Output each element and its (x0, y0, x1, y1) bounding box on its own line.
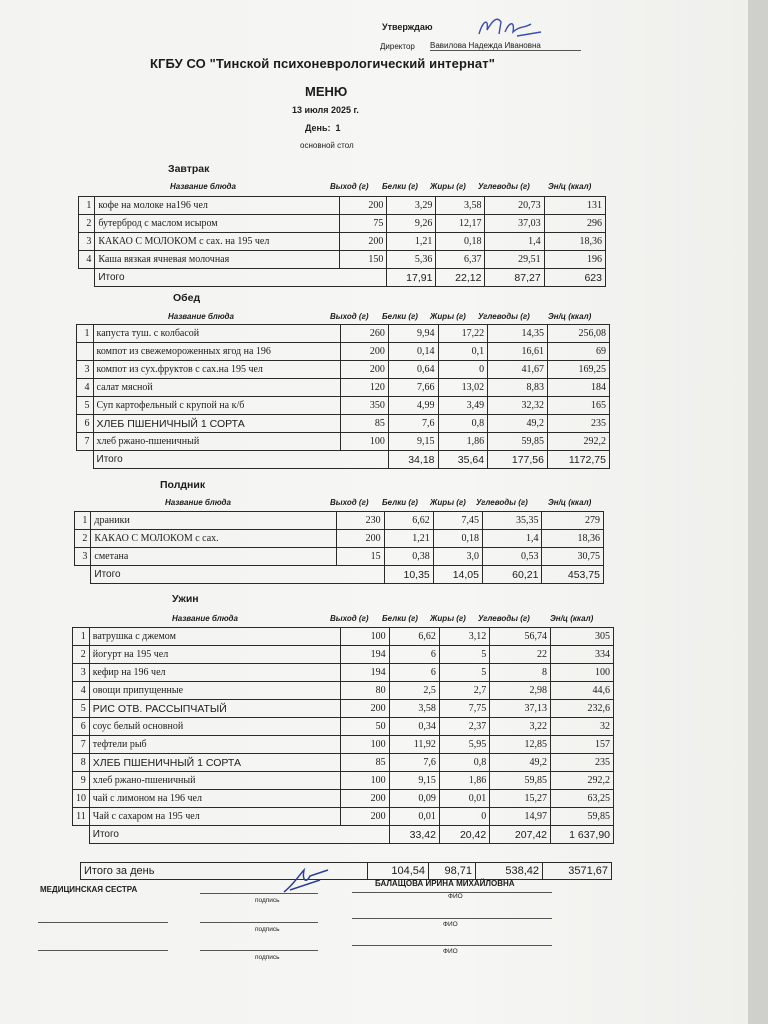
dish-energy: 30,75 (542, 548, 604, 566)
dish-fat: 0,18 (436, 233, 485, 251)
dish-energy: 69 (547, 343, 609, 361)
role-line-3 (38, 950, 168, 951)
dish-energy: 169,25 (547, 361, 609, 379)
dish-yield: 350 (341, 397, 389, 415)
dish-name: ватрушка с джемом (89, 628, 341, 646)
signature-line-1 (200, 893, 318, 894)
name-caption-2: ФИО (443, 921, 458, 928)
header-energy: Эн/ц (ккал) (550, 614, 594, 623)
total-fat: 14,05 (433, 566, 482, 584)
dish-name: кефир на 196 чел (89, 664, 341, 682)
dish-carbs: 8 (490, 664, 551, 682)
dish-protein: 0,09 (389, 790, 439, 808)
dish-protein: 9,26 (387, 215, 436, 233)
header-fat: Жиры (г) (430, 182, 466, 191)
name-caption-3: ФИО (443, 948, 458, 955)
total-row (73, 826, 614, 844)
dish-yield: 194 (341, 664, 389, 682)
dish-protein: 4,99 (388, 397, 438, 415)
row-number (77, 343, 94, 361)
section-title-snack: Полдник (160, 479, 206, 491)
dish-carbs: 14,97 (490, 808, 551, 826)
dish-carbs: 37,13 (490, 700, 551, 718)
header-energy: Эн/ц (ккал) (548, 182, 592, 191)
total-energy: 1 637,90 (551, 826, 614, 844)
table-row (73, 772, 614, 790)
row-number: 1 (77, 325, 94, 343)
dish-yield: 80 (341, 682, 389, 700)
dish-yield: 200 (341, 790, 389, 808)
header-energy: Эн/ц (ккал) (548, 498, 592, 507)
table-row (77, 415, 610, 433)
header-yield: Выход (г) (330, 498, 369, 507)
total-protein: 17,91 (387, 269, 436, 287)
dish-fat: 0,01 (439, 790, 489, 808)
row-number: 2 (73, 646, 90, 664)
dish-protein: 0,01 (389, 808, 439, 826)
dish-name: РИС ОТВ. РАССЫПЧАТЫЙ (89, 700, 341, 718)
total-label: Итого (89, 826, 389, 844)
dish-protein: 0,64 (388, 361, 438, 379)
row-number: 6 (77, 415, 94, 433)
header-carbs: Углеводы (г) (476, 498, 528, 507)
dish-protein: 9,94 (388, 325, 438, 343)
signature-caption-1: подпись (255, 897, 280, 904)
dish-yield: 150 (340, 251, 387, 269)
header-energy: Эн/ц (ккал) (548, 312, 592, 321)
dish-energy: 235 (551, 754, 614, 772)
nurse-signature-icon (280, 866, 330, 896)
dish-name: йогурт на 195 чел (89, 646, 341, 664)
dish-fat: 7,45 (433, 512, 482, 530)
dish-yield: 100 (341, 772, 389, 790)
table-row (79, 251, 606, 269)
dish-yield: 200 (341, 700, 389, 718)
nurse-label: МЕДИЦИНСКАЯ СЕСТРА (40, 885, 138, 894)
total-fat: 20,42 (439, 826, 489, 844)
table-row (77, 433, 610, 451)
table-row (77, 343, 610, 361)
header-protein: Белки (г) (382, 614, 418, 623)
dish-protein: 5,36 (387, 251, 436, 269)
row-number: 3 (73, 664, 90, 682)
row-number: 10 (73, 790, 90, 808)
dish-energy: 196 (544, 251, 605, 269)
total-protein: 33,42 (389, 826, 439, 844)
header-fat: Жиры (г) (430, 498, 466, 507)
total-label: Итого (93, 451, 388, 469)
dish-name: салат мясной (93, 379, 341, 397)
table-row (75, 548, 604, 566)
total-energy: 1172,75 (547, 451, 609, 469)
day-total-energy: 3571,67 (543, 863, 612, 880)
approval-label: Утверждаю (382, 22, 433, 32)
name-caption-1: ФИО (448, 893, 463, 900)
dish-fat: 0,1 (438, 343, 488, 361)
page-title: МЕНЮ (305, 84, 348, 99)
table-row (73, 646, 614, 664)
total-label: Итого (91, 566, 384, 584)
table-row (73, 628, 614, 646)
dish-carbs: 20,73 (485, 197, 544, 215)
total-carbs: 87,27 (485, 269, 544, 287)
breakfast-table (78, 196, 606, 287)
header-name: Название блюда (170, 182, 236, 191)
table-row (73, 700, 614, 718)
dish-energy: 334 (551, 646, 614, 664)
header-carbs: Углеводы (г) (478, 312, 530, 321)
signature-line-3 (200, 950, 318, 951)
day-total-carbs: 538,42 (476, 863, 543, 880)
dish-name: Чай с сахаром на 195 чел (89, 808, 341, 826)
dish-protein: 2,5 (389, 682, 439, 700)
dish-energy: 305 (551, 628, 614, 646)
dish-fat: 5 (439, 646, 489, 664)
row-number: 1 (75, 512, 91, 530)
dish-name: Суп картофельный с крупой на к/б (93, 397, 341, 415)
dish-protein: 3,58 (389, 700, 439, 718)
dish-protein: 6 (389, 646, 439, 664)
table-row (77, 361, 610, 379)
dish-carbs: 59,85 (488, 433, 548, 451)
dish-protein: 7,6 (388, 415, 438, 433)
row-number: 5 (77, 397, 94, 415)
header-protein: Белки (г) (382, 498, 418, 507)
row-number: 4 (77, 379, 94, 397)
name-line-3 (352, 945, 552, 946)
dish-name: чай с лимоном на 196 чел (89, 790, 341, 808)
dish-yield: 100 (341, 736, 389, 754)
table-row (73, 808, 614, 826)
dish-fat: 7,75 (439, 700, 489, 718)
dish-protein: 0,34 (389, 718, 439, 736)
director-label: Директор (380, 42, 415, 51)
header-fat: Жиры (г) (430, 614, 466, 623)
dish-carbs: 16,61 (488, 343, 548, 361)
section-title-dinner: Ужин (172, 593, 199, 605)
dish-carbs: 59,85 (490, 772, 551, 790)
dish-fat: 1,86 (438, 433, 488, 451)
dish-energy: 32 (551, 718, 614, 736)
dish-carbs: 2,98 (490, 682, 551, 700)
header-yield: Выход (г) (330, 182, 369, 191)
table-row (73, 718, 614, 736)
dish-carbs: 1,4 (485, 233, 544, 251)
header-fat: Жиры (г) (430, 312, 466, 321)
dish-energy: 157 (551, 736, 614, 754)
dish-fat: 0,18 (433, 530, 482, 548)
dish-fat: 0,8 (439, 754, 489, 772)
dish-carbs: 41,67 (488, 361, 548, 379)
total-row (75, 566, 604, 584)
dish-carbs: 3,22 (490, 718, 551, 736)
dish-fat: 3,12 (439, 628, 489, 646)
dish-name: овощи припущенные (89, 682, 341, 700)
header-name: Название блюда (165, 498, 231, 507)
section-title-breakfast: Завтрак (168, 163, 210, 175)
dish-name: ХЛЕБ ПШЕНИЧНЫЙ 1 СОРТА (93, 415, 341, 433)
table-row (73, 664, 614, 682)
director-signature-icon (475, 10, 545, 46)
snack-table (74, 511, 604, 584)
header-protein: Белки (г) (382, 312, 418, 321)
header-name: Название блюда (172, 614, 238, 623)
dish-energy: 165 (547, 397, 609, 415)
day-value: 1 (335, 123, 341, 133)
dish-name: хлеб ржано-пшеничный (93, 433, 341, 451)
dish-protein: 6,62 (384, 512, 433, 530)
dish-protein: 7,66 (388, 379, 438, 397)
dish-energy: 100 (551, 664, 614, 682)
dish-energy: 63,25 (551, 790, 614, 808)
dish-name: Каша вязкая ячневая молочная (95, 251, 340, 269)
total-protein: 34,18 (388, 451, 438, 469)
row-number: 3 (79, 233, 95, 251)
dish-energy: 279 (542, 512, 604, 530)
dish-protein: 1,21 (387, 233, 436, 251)
dish-yield: 230 (337, 512, 384, 530)
dish-name: КАКАО С МОЛОКОМ с сах. (91, 530, 337, 548)
row-number: 2 (79, 215, 95, 233)
header-yield: Выход (г) (330, 614, 369, 623)
dish-fat: 6,37 (436, 251, 485, 269)
header-name: Название блюда (168, 312, 234, 321)
dish-name: КАКАО С МОЛОКОМ с сах. на 195 чел (95, 233, 340, 251)
dish-energy: 292,2 (551, 772, 614, 790)
dish-protein: 9,15 (389, 772, 439, 790)
dish-energy: 235 (547, 415, 609, 433)
total-label: Итого (95, 269, 387, 287)
dish-yield: 15 (337, 548, 384, 566)
dish-yield: 100 (341, 628, 389, 646)
signature-caption-2: подпись (255, 926, 280, 933)
dish-yield: 200 (341, 808, 389, 826)
dish-protein: 7,6 (389, 754, 439, 772)
dish-energy: 256,08 (547, 325, 609, 343)
dish-yield: 200 (341, 361, 389, 379)
dish-protein: 3,29 (387, 197, 436, 215)
dish-name: хлеб ржано-пшеничный (89, 772, 341, 790)
dish-energy: 18,36 (544, 233, 605, 251)
total-fat: 22,12 (436, 269, 485, 287)
table-row (75, 530, 604, 548)
dish-protein: 1,21 (384, 530, 433, 548)
table-row (77, 379, 610, 397)
table-row (73, 682, 614, 700)
row-number: 8 (73, 754, 90, 772)
table-row (79, 215, 606, 233)
dish-protein: 11,92 (389, 736, 439, 754)
dish-fat: 0,8 (438, 415, 488, 433)
row-number: 4 (79, 251, 95, 269)
dish-yield: 85 (341, 754, 389, 772)
table-row (73, 754, 614, 772)
dish-fat: 0 (438, 361, 488, 379)
dish-name: компот из сух.фруктов с сах.на 195 чел (93, 361, 341, 379)
row-number: 1 (79, 197, 95, 215)
total-fat: 35,64 (438, 451, 488, 469)
day-total-label: Итого за день (81, 863, 368, 880)
dish-name: соус белый основной (89, 718, 341, 736)
dish-fat: 2,37 (439, 718, 489, 736)
dish-yield: 75 (340, 215, 387, 233)
dish-carbs: 49,2 (490, 754, 551, 772)
table-row (79, 233, 606, 251)
dish-energy: 296 (544, 215, 605, 233)
signature-line-2 (200, 922, 318, 923)
dish-name: драники (91, 512, 337, 530)
header-yield: Выход (г) (330, 312, 369, 321)
total-protein: 10,35 (384, 566, 433, 584)
dish-carbs: 15,27 (490, 790, 551, 808)
day-total-protein: 104,54 (368, 863, 429, 880)
total-spacer (77, 451, 94, 469)
dish-yield: 260 (341, 325, 389, 343)
total-row (77, 451, 610, 469)
row-number: 5 (73, 700, 90, 718)
day-total-fat: 98,71 (429, 863, 476, 880)
row-number: 3 (75, 548, 91, 566)
row-number: 6 (73, 718, 90, 736)
total-energy: 623 (544, 269, 605, 287)
dish-protein: 9,15 (388, 433, 438, 451)
total-carbs: 177,56 (488, 451, 548, 469)
row-number: 7 (77, 433, 94, 451)
table-row (77, 325, 610, 343)
dish-fat: 5 (439, 664, 489, 682)
dish-yield: 200 (340, 197, 387, 215)
dish-energy: 184 (547, 379, 609, 397)
dish-energy: 131 (544, 197, 605, 215)
name-line-2 (352, 918, 552, 919)
dish-carbs: 12,85 (490, 736, 551, 754)
row-number: 9 (73, 772, 90, 790)
dish-carbs: 1,4 (482, 530, 541, 548)
role-line-2 (38, 922, 168, 923)
row-number: 3 (77, 361, 94, 379)
dish-name: компот из свежемороженных ягод на 196 (93, 343, 341, 361)
dish-fat: 0 (439, 808, 489, 826)
nurse-name: БАЛАЩОВА ИРИНА МИХАЙЛОВНА (375, 879, 515, 888)
dish-fat: 17,22 (438, 325, 488, 343)
dish-yield: 120 (341, 379, 389, 397)
dish-yield: 200 (341, 343, 389, 361)
dish-energy: 59,85 (551, 808, 614, 826)
dish-yield: 200 (340, 233, 387, 251)
row-number: 2 (75, 530, 91, 548)
row-number: 1 (73, 628, 90, 646)
dish-yield: 50 (341, 718, 389, 736)
dish-carbs: 29,51 (485, 251, 544, 269)
dish-energy: 44,6 (551, 682, 614, 700)
dish-carbs: 8,83 (488, 379, 548, 397)
day-number (305, 123, 341, 133)
header-carbs: Углеводы (г) (478, 182, 530, 191)
dish-name: тефтели рыб (89, 736, 341, 754)
dish-fat: 3,58 (436, 197, 485, 215)
total-energy: 453,75 (542, 566, 604, 584)
dish-protein: 0,38 (384, 548, 433, 566)
table-row (77, 397, 610, 415)
dish-energy: 232,6 (551, 700, 614, 718)
dish-fat: 13,02 (438, 379, 488, 397)
dish-carbs: 32,32 (488, 397, 548, 415)
table-row (73, 790, 614, 808)
dish-yield: 100 (341, 433, 389, 451)
dish-carbs: 37,03 (485, 215, 544, 233)
table-row (73, 736, 614, 754)
header-carbs: Углеводы (г) (478, 614, 530, 623)
dish-energy: 18,36 (542, 530, 604, 548)
dish-protein: 6 (389, 664, 439, 682)
section-title-lunch: Обед (173, 292, 201, 304)
dish-carbs: 14,35 (488, 325, 548, 343)
dish-protein: 6,62 (389, 628, 439, 646)
dish-name: капуста туш. с колбасой (93, 325, 341, 343)
header-protein: Белки (г) (382, 182, 418, 191)
total-spacer (73, 826, 90, 844)
dinner-table (72, 627, 614, 844)
dish-fat: 2,7 (439, 682, 489, 700)
total-spacer (75, 566, 91, 584)
total-row (79, 269, 606, 287)
dish-carbs: 22 (490, 646, 551, 664)
dish-fat: 3,49 (438, 397, 488, 415)
row-number: 7 (73, 736, 90, 754)
dish-name: сметана (91, 548, 337, 566)
dish-yield: 85 (341, 415, 389, 433)
total-spacer (79, 269, 95, 287)
table-row (79, 197, 606, 215)
menu-date: 13 июля 2025 г. (292, 105, 359, 115)
director-name: Вавилова Надежда Ивановна (430, 41, 581, 51)
dish-fat: 12,17 (436, 215, 485, 233)
day-label: День: (305, 123, 331, 133)
dish-name: кофе на молоке на196 чел (95, 197, 340, 215)
dish-yield: 194 (341, 646, 389, 664)
organization-title: КГБУ СО "Тинской психоневрологический интернат" (150, 56, 495, 71)
dish-protein: 0,14 (388, 343, 438, 361)
dish-carbs: 0,53 (482, 548, 541, 566)
dish-fat: 5,95 (439, 736, 489, 754)
total-carbs: 60,21 (482, 566, 541, 584)
row-number: 4 (73, 682, 90, 700)
dish-energy: 292,2 (547, 433, 609, 451)
table-kind: основной стол (300, 141, 354, 150)
row-number: 11 (73, 808, 90, 826)
dish-yield: 200 (337, 530, 384, 548)
dish-carbs: 56,74 (490, 628, 551, 646)
day-total-row (80, 862, 612, 880)
dish-name: ХЛЕБ ПШЕНИЧНЫЙ 1 СОРТА (89, 754, 341, 772)
dish-carbs: 49,2 (488, 415, 548, 433)
dish-name: бутерброд с маслом исыром (95, 215, 340, 233)
dish-carbs: 35,35 (482, 512, 541, 530)
dish-fat: 1,86 (439, 772, 489, 790)
total-carbs: 207,42 (490, 826, 551, 844)
dish-fat: 3,0 (433, 548, 482, 566)
lunch-table (76, 324, 610, 469)
signature-caption-3: подпись (255, 954, 280, 961)
table-row (75, 512, 604, 530)
